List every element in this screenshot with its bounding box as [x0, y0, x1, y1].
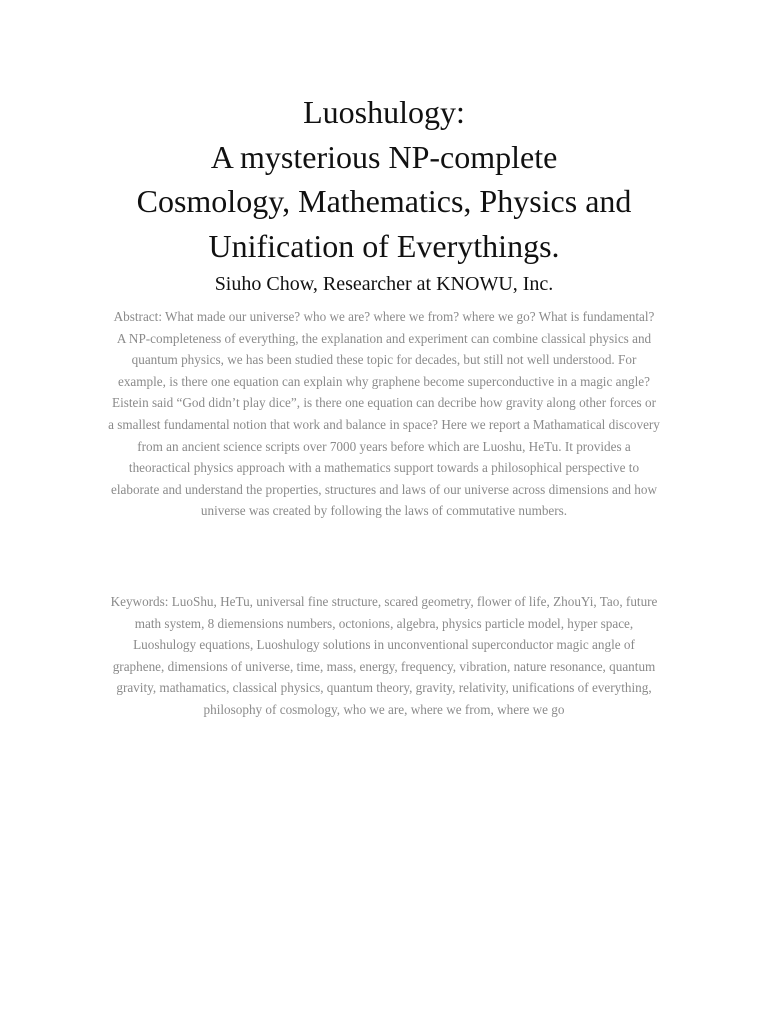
title-line-3: Cosmology, Mathematics, Physics and: [136, 183, 632, 219]
author-line: Siuho Chow, Researcher at KNOWU, Inc.: [214, 273, 554, 295]
keywords-paragraph: Keywords: LuoShu, HeTu, universal fine structure, scared geometry, flower of life, ZhouYi, Tao, future math system, 8 diemensions numbers, octonions, algebra, physics particle model, hyper space, Luoshulogy equations, Luoshulogy solutions in unconventional superconductor magic angle of graphene, dimensions of universe, time, mass, energy, frequency, vibration, nature resonance, quantum gravity, mathamatics, classical physics, quantum theory, gravity, relativity, unifications of everything, philosophy of cosmology, who we are, where we from, where we go: [110, 594, 658, 717]
abstract-paragraph: Abstract: What made our universe? who we are? where we from? where we go? What is fundamental? A NP-completeness of everything, the explanation and experiment can combine classical physics and quantum physics, we has been studied these topic for decades, but still not well understood. For example, is there one equation can explain why graphene become superconductive in a magic angle? Eistein said “God didn’t play dice”, is there one equation can decribe how gravity along other forces or a smallest fundamental notion that work and balance in space? Here we report a Mathamatical discovery from an ancient science scripts over 7000 years before which are Luoshu, HeTu. It provides a theoractical physics approach with a mathematics support towards a philosophical perspective to elaborate and understand the properties, structures and laws of our universe across dimensions and how universe was created by following the laws of commutative numbers.: [108, 309, 660, 519]
title-line-2: A mysterious NP-complete: [210, 138, 558, 175]
paper-title: [60, 90, 708, 268]
title-line-1: Luoshulogy:: [303, 94, 465, 130]
title-line-4: Unification of Everythings.: [208, 227, 560, 264]
